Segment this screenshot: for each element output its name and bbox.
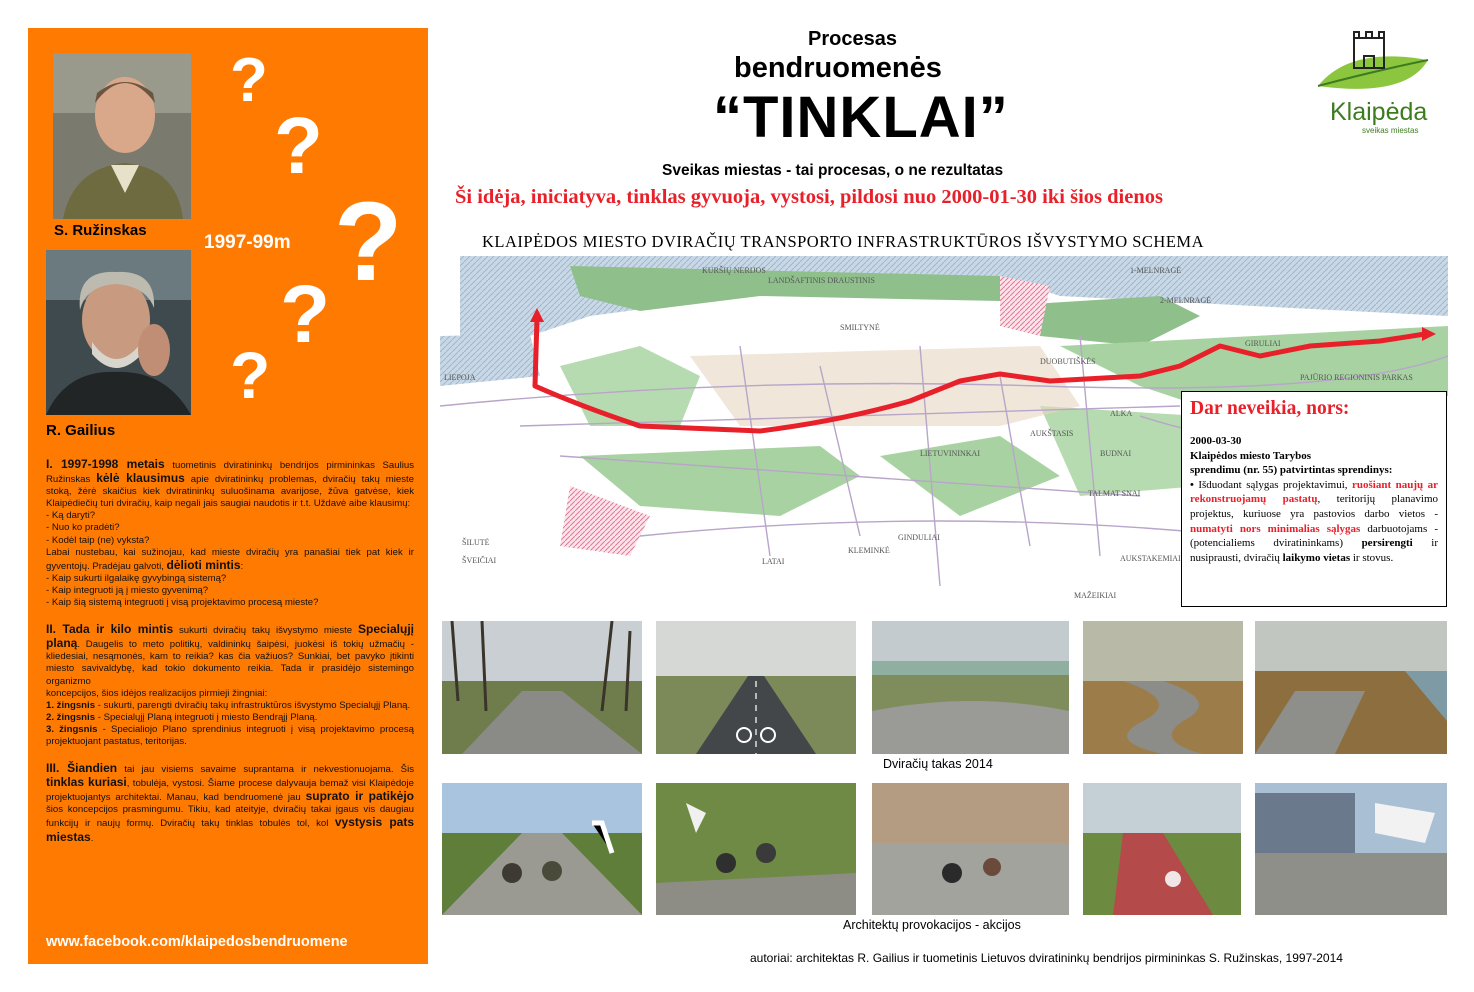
photo-image bbox=[1083, 621, 1243, 754]
notice-body: 2000-03-30 Klaipėdos miesto Tarybos sprendimu (nr. 55) patvirtintas sprendinys: • Išduodant sąlygas projektavimui, ruošiant naujų ar rekonstruojamų pastatų, teritorijų planavimo projektus, kuriuose yra pastovios darbo vietos - numatyti nors minimalias sąlygas darbuotojams - (potencialiems dviratininkams) persirengti ir nusiprausti, dviračių laikymo vietas ir stovus. bbox=[1190, 435, 1438, 564]
portrait-image bbox=[53, 53, 191, 219]
title-line-1: Procesas bbox=[808, 28, 897, 50]
section-2: II. Tada ir kilo mintis sukurti dviračių takų išvystymo mieste Specialųjį planą. Daugelis to meto politikų, valdininkų šaipėsi, juokėsi iš tokių užmačių - kliedesiai, nesąmonės, kam to reikia? kas čia važiuos? Sunkiai, bet pavyko įtikinti miesto savivaldybę, kad tokio dokumento reikia. Tada ir prasidėjo sistemingo organizmo koncepcijos, šios idėjos realizacijos pirmieji žingniai: 1. žingsnis - sukurti, parengti dviračių takų infrastruktūros išvystymo Specialųjį Planą. 2. žingsnis - Specialųjį Planą integruoti į miesto Bendrąjį Planą. 3. žingsnis - Specialiojo Plano sprendinius integruoti į visą projektavimo procesą projektuojant pastatus, teritorijas. bbox=[46, 622, 415, 747]
map-label: GINDULIAI bbox=[898, 533, 940, 542]
photo-action-2 bbox=[656, 783, 856, 915]
map-label: TALMAT SNAI bbox=[1088, 489, 1141, 498]
years-label: 1997-99m bbox=[204, 232, 291, 253]
klaipeda-logo bbox=[1310, 24, 1435, 139]
map-label: 1-MELNRAGĖ bbox=[1130, 266, 1182, 275]
map-label: ŠILUTĖ bbox=[462, 538, 490, 547]
photo-bike-path-5 bbox=[1255, 621, 1447, 754]
question-mark: ? bbox=[274, 101, 323, 190]
photo-gailius bbox=[46, 250, 191, 415]
person-name-2: R. Gailius bbox=[46, 422, 116, 439]
question-mark: ? bbox=[230, 338, 271, 412]
map-label: BUDNAI bbox=[1100, 449, 1132, 458]
map-label: LANDŠAFTINIS DRAUSTINIS bbox=[768, 276, 875, 285]
photo-action-4 bbox=[1083, 783, 1241, 915]
map-label: PAJŪRIO REGIONINIS PARKAS bbox=[1300, 373, 1413, 382]
map-label: KLEMINKĖ bbox=[848, 546, 890, 555]
map-label: LATAI bbox=[762, 557, 785, 566]
photo-image bbox=[1255, 621, 1447, 754]
photo-image bbox=[872, 783, 1069, 915]
map-label: MAŽEIKIAI bbox=[1074, 591, 1117, 600]
map-label: LIEPOJA bbox=[444, 373, 476, 382]
photo-action-5 bbox=[1255, 783, 1447, 915]
idea-statement: Ši idėja, iniciatyva, tinklas gyvuoja, vystosi, pildosi nuo 2000-01-30 iki šios dienos bbox=[455, 186, 1163, 208]
title-line-2: bendruomenės bbox=[734, 52, 942, 84]
question-mark: ? bbox=[334, 179, 403, 304]
map-label: LIETUVININKAI bbox=[920, 449, 980, 458]
photo-image bbox=[656, 783, 856, 915]
subtitle: Sveikas miestas - tai procesas, o ne rezultatas bbox=[662, 162, 1004, 179]
photo-bike-path-3 bbox=[872, 621, 1069, 754]
photo-image bbox=[442, 621, 642, 754]
photo-bike-path-2 bbox=[656, 621, 856, 754]
map-label: ALKA bbox=[1110, 409, 1133, 418]
portrait-image bbox=[46, 250, 191, 415]
photo-action-3 bbox=[872, 783, 1069, 915]
logo-tagline: sveikas miestas bbox=[1362, 126, 1419, 135]
question-mark: ? bbox=[230, 46, 268, 115]
map-label: DUOBUTIŠKĖS bbox=[1040, 357, 1096, 366]
photo-image bbox=[872, 621, 1069, 754]
photo-ruzinskas bbox=[53, 53, 191, 219]
photo-image bbox=[1083, 783, 1241, 915]
title-line-3: “TINKLAI” bbox=[713, 85, 1009, 150]
notice-title: Dar neveikia, nors: bbox=[1190, 398, 1350, 419]
map-label: GIRULIAI bbox=[1245, 339, 1281, 348]
photo-image bbox=[1255, 783, 1447, 915]
story-text bbox=[46, 458, 414, 854]
person-name-1: S. Ružinskas bbox=[54, 222, 147, 239]
question-mark: ? bbox=[280, 269, 331, 360]
photo-bike-path-1 bbox=[442, 621, 642, 754]
photo-action-1 bbox=[442, 783, 642, 915]
map-label: ŠVEIČIAI bbox=[462, 556, 497, 565]
map-label: KURŠIŲ NERIJOS bbox=[702, 266, 766, 275]
section-3: III. Šiandien tai jau visiems savaime suprantama ir nekvestionuojama. Šis tinklas kuriasi, tobulėja, vystosi. Šiame procese dalyvauja bemaž visi Klaipėdoje projektuojantys architektai. Manau, kad bendruomenė jau suprato ir patikėjo šios koncepcijos prasmingumu. Tikiu, kad ateityje, dviračių takai įgaus vis daugiau funkcijų ir naujų formų. Dviračių takų tinklas tobulės tol, kol vystysis pats miestas. bbox=[46, 761, 414, 844]
facebook-link[interactable]: www.facebook.com/klaipedosbendruomene bbox=[46, 934, 348, 950]
photo-image bbox=[442, 783, 642, 915]
left-info-panel bbox=[28, 28, 428, 964]
photo-bike-path-4 bbox=[1083, 621, 1243, 754]
caption-bike-paths: Dviračių takas 2014 bbox=[883, 757, 993, 771]
logo-name: Klaipėda bbox=[1330, 98, 1428, 126]
notice-box bbox=[1181, 391, 1447, 607]
section-1: I. 1997-1998 metais tuometinis dviratininkų bendrijos pirmininkas Saulius Ružinskas kėlė klausimus apie dviratininkų problemas, dviračių takų mieste stoką, žėrė skaičius kiek dviratininkų suluošinama avarijose, žūva gatvėse, kiek Klaipėdiečių turi dviračių, kaip negali jais saugiai naudotis ir t.t. Uždavė aibe klausimų: - Ką daryti? - Nuo ko pradėti? - Kodėl taip (ne) vyksta? Labai nustebau, kai sužinojau, kad mieste dviračių yra panašiai tiek pat kiek ir gyventojų. Pradėjau galvoti, dėlioti mintis: - Kaip sukurti ilgalaikę gyvybingą sistemą? - Kaip integruoti ją į miesto gyvenimą? - Kaip šią sistemą integruoti į visą projektavimo procesą mieste? bbox=[46, 457, 415, 609]
map-label: 2-MELNRAGĖ bbox=[1160, 296, 1212, 305]
authors-credit: autoriai: architektas R. Gailius ir tuometinis Lietuvos dviratininkų bendrijos pirmininkas S. Ružinskas, 1997-2014 bbox=[750, 951, 1343, 965]
caption-actions: Architektų provokacijos - akcijos bbox=[843, 918, 1021, 932]
map-title: KLAIPĖDOS MIESTO DVIRAČIŲ TRANSPORTO INFRASTRUKTŪROS IŠVYSTYMO SCHEMA bbox=[482, 232, 1205, 251]
photo-image bbox=[656, 621, 856, 754]
map-label: AUKŠTASIS bbox=[1030, 429, 1074, 438]
map-label: AUKSTAKEMIAI bbox=[1120, 554, 1181, 563]
map-label: SMILTYNĖ bbox=[840, 323, 880, 332]
